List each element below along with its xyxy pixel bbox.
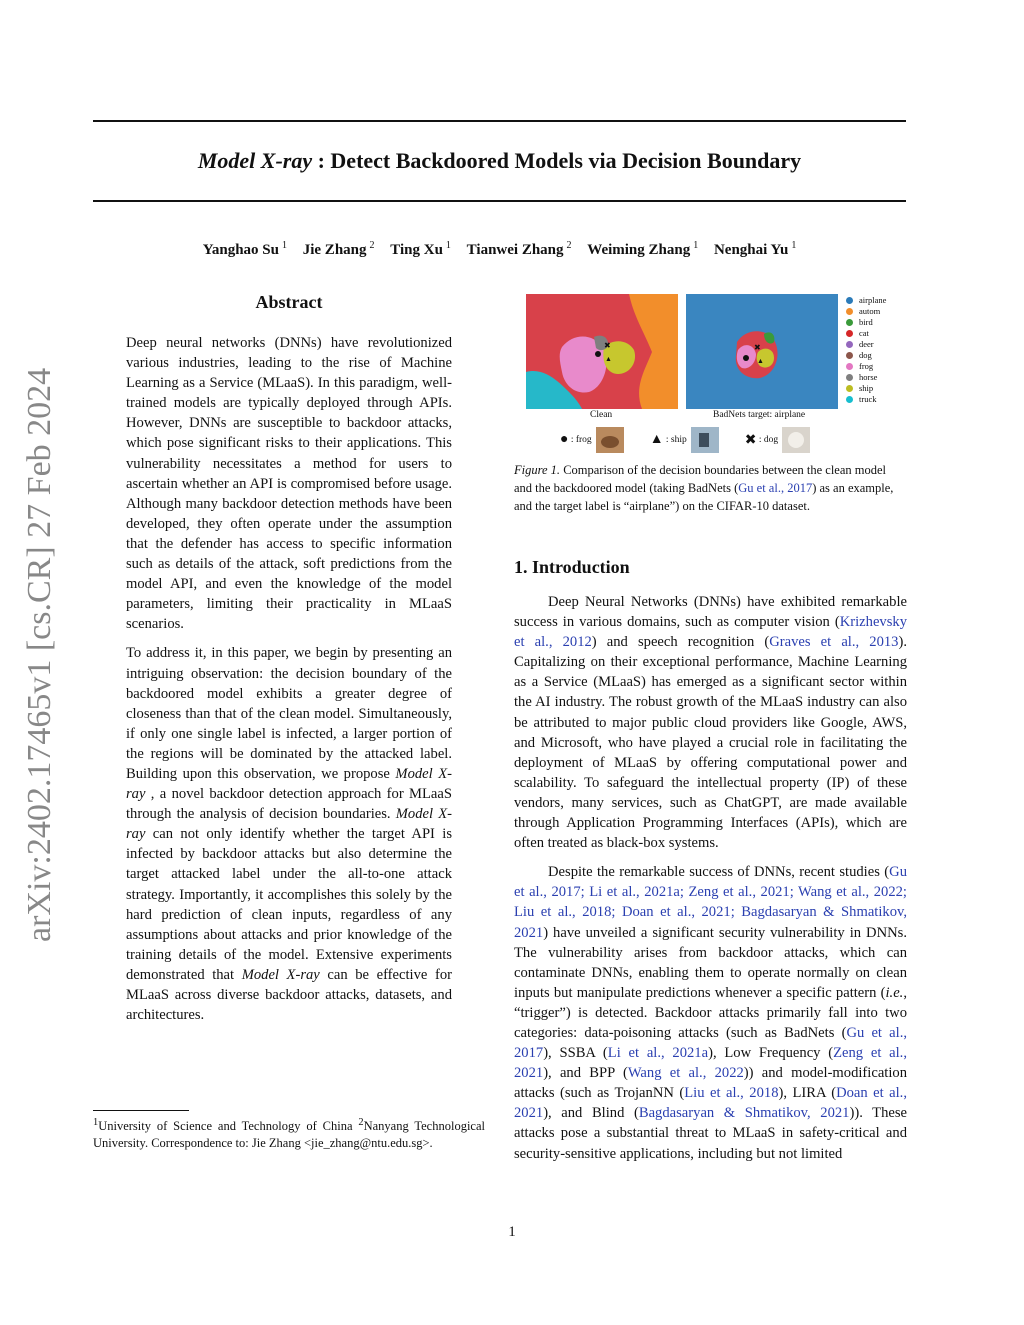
citation-link[interactable]: Gu et al., 2017	[738, 481, 813, 495]
legend-item: horse	[846, 372, 886, 383]
clean-boundary-plot	[526, 294, 678, 409]
frog-marker	[743, 355, 749, 361]
ship-marker: ▲	[605, 355, 612, 363]
author: Jie Zhang $^2$	[302, 240, 375, 258]
frog-thumbnail	[596, 427, 624, 453]
citation-link[interactable]: Graves et al., 2013	[769, 634, 899, 651]
dog-marker: ✖	[604, 341, 611, 350]
introduction-body	[514, 592, 907, 1173]
citation-link[interactable]: Gu et al., 2017	[514, 1024, 907, 1062]
abstract-heading: Abstract	[255, 292, 323, 312]
ship-marker: ▲	[757, 357, 764, 365]
author: Nenghai Yu $^1$	[713, 240, 797, 258]
citation-link[interactable]: Bagdasaryan & Shmatikov, 2021	[638, 1105, 850, 1122]
dog-marker: ✖	[754, 343, 761, 352]
ship-marker-key: ▲ : ship	[650, 427, 737, 453]
citation-link[interactable]: Zeng et al., 2021	[514, 1045, 907, 1082]
citation-link[interactable]: Liu et al., 2018	[684, 1085, 779, 1102]
abstract-paragraph-2: To address it, in this paper, we begin by presenting an intriguing observation: the decision boundary of the backdoored model exhibits a greater degree of closeness than that of the clean model. Simultaneously, if only one single label is infected, a larger portion of the regions will be dominated by the attacked label. Building upon this observation, we propose Model X-ray , a novel backdoor detection approach for MLaaS through the analysis of decision boundaries. Model X-ray can not only identify whether the target API is infected by backdoor attacks but also determine the target attacked label under the all-to-one attack strategy. Importantly, it accomplishes this solely by the hard prediction of clean inputs, regardless of any assumptions about attacks and prior knowledge of the training details of the model. Extensive experiments demonstrated that Model X-ray can be effective for MLaaS across diverse backdoor attacks, datasets, and architectures.	[126, 645, 452, 1024]
badnets-plot-label: BadNets target: airplane	[713, 410, 806, 420]
marker-key	[560, 427, 836, 453]
badnets-boundary-plot	[686, 294, 838, 409]
legend-item: ship	[846, 383, 886, 394]
legend-item: deer	[846, 339, 886, 350]
page-number: 1	[508, 1224, 516, 1240]
abstract-body	[126, 333, 452, 1034]
author: Weiming Zhang $^1$	[587, 240, 699, 258]
dog-thumbnail	[782, 427, 810, 453]
legend-item: airplane	[846, 295, 886, 306]
legend-item: frog	[846, 361, 886, 372]
paper-title: Model X-ray : Detect Backdoored Models via Decision Boundary	[197, 148, 802, 173]
legend-item: truck	[846, 394, 886, 405]
title-bottom-rule	[93, 200, 906, 202]
affiliation-footnote: $^1$University of Science and Technology of China $^2$Nanyang Technological University. Correspondence to: Jie Zhang <jie_zhang@ntu.edu.sg>.	[93, 1117, 485, 1151]
citation-link[interactable]: Gu et al., 2017; Li et al., 2021a; Zeng et al., 2021; Wang et al., 2022; Liu et al., 2018; Doan et al., 2021; Bagdasaryan & Shmatikov, 2021	[514, 864, 907, 941]
figure-caption: Figure 1. Comparison of the decision boundaries between the clean model and the backdoored model (taking BadNets (Gu et al., 2017) as an example, and the target label is “airplane”) on the CIFAR-10 dataset.	[514, 463, 894, 513]
legend-item: cat	[846, 328, 886, 339]
author: Yanghao Su $^1$	[202, 240, 287, 258]
legend-item: dog	[846, 350, 886, 361]
figure-legend	[846, 295, 886, 405]
footnote-rule	[93, 1110, 189, 1111]
citation-link[interactable]: Li et al., 2021a	[607, 1045, 709, 1062]
legend-item: bird	[846, 317, 886, 328]
clean-plot-label: Clean	[590, 410, 613, 420]
intro-paragraph-2: Despite the remarkable success of DNNs, recent studies (Gu et al., 2017; Li et al., 2021a; Zeng et al., 2021; Wang et al., 2022; Liu et al., 2018; Doan et al., 2021; Bagdasaryan & Shmatikov, 2021) have unveiled a significant security vulnerability in DNNs. The vulnerability arises from backdoor attacks, which can contaminate DNNs, enabling them to operate normally on clean inputs but manipulate predictions whenever a specific pattern (i.e., “trigger”) is detected. Backdoor attacks primarily fall into two categories: data-poisoning attacks (such as BadNets (Gu et al., 2017), SSBA (Li et al., 2021a), Low Frequency (Zeng et al., 2021), and BPP (Wang et al., 2022)) and model-modification attacks (such as TrojanNN (Liu et al., 2018), LIRA (Doan et al., 2021), and Blind (Bagdasaryan & Shmatikov, 2021)). These attacks pose a substantial threat to MLaaS in safety-critical and security-sensitive applications, including but not limited	[514, 864, 908, 1162]
dog-marker-key: ✖ : dog	[745, 427, 828, 453]
author: Ting Xu $^1$	[390, 240, 451, 258]
title-top-rule	[93, 120, 906, 122]
abstract-paragraph-1: Deep neural networks (DNNs) have revolutionized various industries, leading to the rise of Machine Learning as a Service (MLaaS). In this paradigm, well-trained models are typically deployed through APIs. However, DNNs are susceptible to backdoor attacks, which pose significant risks to their applications. This vulnerability necessitates a method for users to ascertain whether an API is compromised before usage. Although many backdoor detection methods have been developed, they often operate under the assumption that the defender has access to specific information such as details of the attack, soft predictions from the model API, and even the knowledge of the model parameters, limiting their practicality in MLaaS scenarios.	[126, 335, 452, 633]
citation-link[interactable]: Krizhevsky et al., 2012	[514, 614, 907, 651]
arxiv-side-label: arXiv:2402.17465v1 [cs.CR] 27 Feb 2024	[21, 367, 58, 942]
legend-item: autom	[846, 306, 886, 317]
citation-link[interactable]: Wang et al., 2022	[627, 1065, 744, 1082]
author-list	[93, 236, 906, 260]
intro-paragraph-1: Deep Neural Networks (DNNs) have exhibited remarkable success in various domains, such as computer vision (Krizhevsky et al., 2012) and speech recognition (Graves et al., 2013). Capitalizing on their exceptional performance, Machine Learning as a Service (MLaaS) has emerged as a significant sector within the AI industry. The robust growth of the MLaaS industry can also be attributed to major public cloud providers like Google, AWS, and Microsoft, who have played a crucial role in facilitating the deployment of MLaaS by offering computational power and scalability. To safeguard the intellectual property (IP) of these vendors, many services, such as ChatGPT, are made available through Application Programming Interfaces (APIs), which are often treated as black-box systems.	[514, 594, 907, 852]
frog-marker-key: ● : frog	[560, 427, 642, 453]
ship-thumbnail	[691, 427, 719, 453]
citation-link[interactable]: Doan et al., 2021	[514, 1085, 907, 1122]
frog-marker	[595, 351, 601, 357]
author: Tianwei Zhang $^2$	[466, 240, 572, 258]
introduction-heading: 1. Introduction	[514, 557, 630, 577]
